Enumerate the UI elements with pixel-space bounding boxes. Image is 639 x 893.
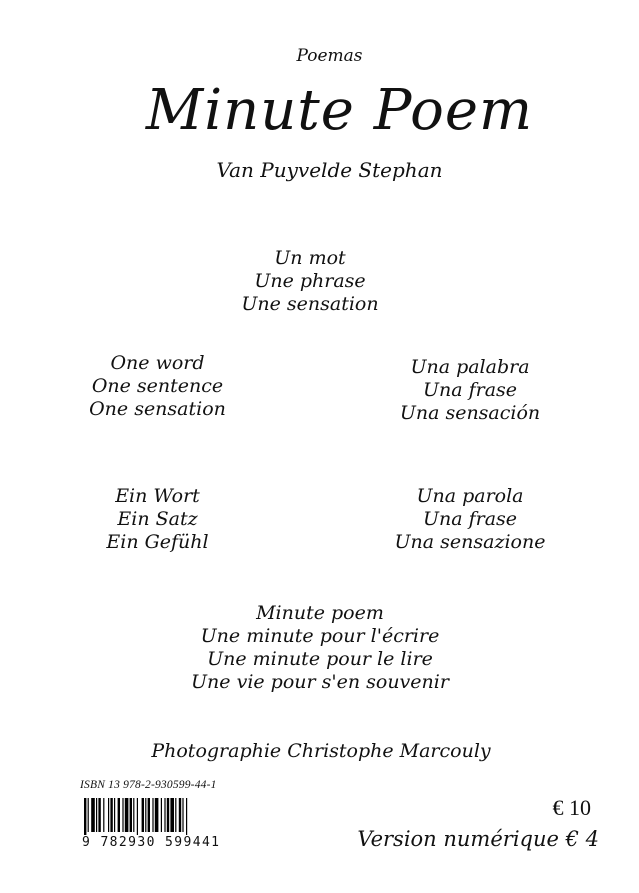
cover-subtitle: Poemas xyxy=(296,46,363,66)
stanza-line: Una parola xyxy=(416,485,524,507)
stanza-line: One word xyxy=(110,352,205,374)
stanza-german xyxy=(55,485,260,554)
stanza-final xyxy=(110,602,530,694)
stanza-line: Una sensación xyxy=(399,402,541,424)
digital-version-price: Version numérique € 4 xyxy=(357,827,599,851)
stanza-line: Una frase xyxy=(422,508,518,530)
stanza-line: Une minute pour le lire xyxy=(207,648,433,670)
stanza-spanish xyxy=(355,356,585,425)
stanza-english xyxy=(55,352,260,421)
stanza-line: Une vie pour s'en souvenir xyxy=(191,671,449,693)
stanza-line: Una frase xyxy=(422,379,518,401)
photography-credit: Photographie Christophe Marcouly xyxy=(151,740,491,762)
stanza-line: Ein Gefühl xyxy=(106,531,209,553)
stanza-line: Une minute pour l'écrire xyxy=(200,625,440,647)
stanza-line: One sentence xyxy=(91,375,224,397)
stanza-line: Una sensazione xyxy=(394,531,546,553)
stanza-line: Un mot xyxy=(274,247,346,269)
stanza-line: Ein Wort xyxy=(115,485,200,507)
author-name: Van Puyvelde Stephan xyxy=(216,158,443,182)
stanza-line: One sensation xyxy=(89,398,226,420)
barcode-image xyxy=(82,798,242,836)
stanza-line: Une sensation xyxy=(241,293,379,315)
stanza-line: Minute poem xyxy=(256,602,384,624)
barcode-digits: 9 782930 599441 xyxy=(82,835,252,850)
stanza-french xyxy=(180,247,440,316)
stanza-line: Une phrase xyxy=(254,270,366,292)
stanza-line: Una palabra xyxy=(410,356,530,378)
price: € 10 xyxy=(552,795,591,820)
stanza-line: Ein Satz xyxy=(117,508,198,530)
book-title: Minute Poem xyxy=(145,78,534,143)
stanza-italian xyxy=(355,485,585,554)
isbn-label: ISBN 13 978-2-930599-44-1 xyxy=(80,779,217,791)
